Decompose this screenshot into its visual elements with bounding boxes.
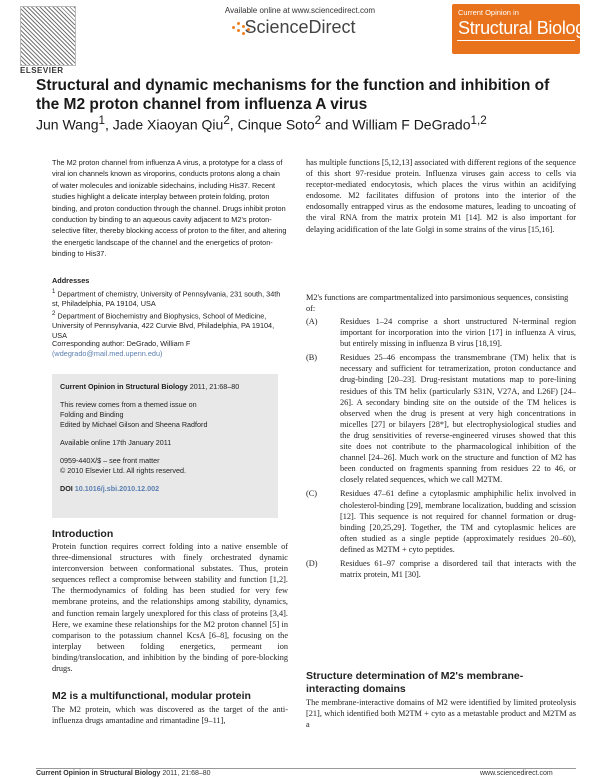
publisher-name: ELSEVIER	[20, 66, 64, 75]
address-text: Department of Biochemistry and Biophysics, School of Medicine, University of Pennsylvania, 422 Curvie Blvd, Philadelphia, PA 19104, USA	[52, 311, 275, 340]
info-review-line: This review comes from a themed issue on	[60, 400, 197, 409]
author-name: Jun Wang	[36, 116, 99, 133]
author-list	[36, 114, 576, 133]
info-journal-ref	[60, 382, 239, 392]
address-text: Department of chemistry, University of Pennsylvania, 231 south, 34th st, Philadelphia, PA 19104, USA	[52, 289, 281, 308]
footer-rule	[36, 768, 576, 769]
info-doi	[60, 484, 159, 494]
author-affiliation-sup: 2	[314, 114, 322, 127]
author-affiliation-sup: 1,2	[470, 114, 487, 127]
corresponding-author	[52, 339, 288, 358]
list-item-text: Residues 1–24 comprise a short unstructured N-terminal region important for incorporation into the virion [17] in influenza A virus, but entirely missing in influenza B virus [18,19].	[340, 317, 576, 349]
right-column-paragraph	[306, 157, 576, 235]
addresses-heading: Addresses	[52, 276, 90, 285]
section-heading-introduction: Introduction	[52, 528, 114, 540]
abstract	[52, 157, 288, 260]
footer-website-link[interactable]: www.sciencedirect.com	[480, 770, 553, 777]
introduction-text: Protein function requires correct folding into a native ensemble of three-dimensional structures with finely orchestrated dynamic interconversion between conformational substates. Thus, protein sequences reflect a compromise between stability and function [1,2]. The thermodynamics of folding has been studied for very few membrane proteins, and the relationships among stability, dynamics, and function remain largely unexplored for this class of proteins [3,4]. Here, we examine these relationships for the M2 proton channel [5] in comparison to the potassium channel KcsA [6–8], focusing on the interplay between folding energetics, permeant ion binding/translocation, and inhibition by the binding of pore-blocking drugs.	[52, 542, 288, 674]
paragraph-text: has multiple functions [5,12,13] associated with different regions of the sequence of this short 97-residue protein. Influenza viruses gain access to cells via receptor-mediated endocytosis, which places the virus within an acidifying endosome. M2 facilitates diffusion of protons into the interior of the endosomally entrapped virus as the endosome matures, leading to uncoating of the viral RNA from the matrix protein M1 [14]. M2 is also important for delaying acidification of the late Golgi in some strains of the virus [15,16].	[306, 158, 576, 234]
list-item-label: (B)	[306, 353, 318, 363]
author-affiliation-sup: 2	[223, 114, 230, 127]
list-item-text: Residues 47–61 define a cytoplasmic amphiphilic helix involved in cholesterol-binding [29], membrane localization, budding and scission [12]. This sequence is not required for channel formation or drug-binding [20,25,29]. Together, the TM and cytoplasmic helices are often studied as a single peptide (approximately residues 20–60), defined as M2TM + cyto peptides.	[340, 489, 576, 554]
section-heading-m2-multifunctional: M2 is a multifunctional, modular protein	[52, 690, 251, 702]
address-sup: 2	[52, 310, 56, 318]
journal-banner-divider	[457, 40, 575, 41]
article-title: Structural and dynamic mechanisms for the function and inhibition of the M2 proton channel from influenza A virus	[36, 77, 550, 113]
article-info-box	[52, 374, 278, 518]
available-online-text: Available online at www.sciencedirect.com	[224, 6, 376, 15]
footer-volume: 2011, 21:68–80	[160, 770, 211, 777]
list-item	[306, 558, 576, 580]
footer-citation	[36, 770, 211, 777]
addresses-block	[52, 276, 288, 341]
list-item	[306, 488, 576, 555]
address-line	[52, 309, 288, 340]
info-available-date: Available online 17th January 2011	[60, 438, 172, 447]
abstract-text: The M2 proton channel from influenza A virus, a prototype for a class of viral ion channels known as viroporins, conducts protons along a chain of water molecules and ionizable sidechains, including His37. Recent studies highlight a delicate interplay between protein folding, proton binding, and proton conduction through the channel. Drugs inhibit proton conduction by binding to an aqueous cavity adjacent to M2's proton-selective filter, thereby blocking access of proton to the filter, and altering the energetic landscape of the channel and the energetics of proton-binding to His37.	[52, 158, 287, 259]
author-name: William F DeGrado	[352, 116, 471, 133]
list-item	[306, 316, 576, 349]
list-item-text: Residues 25–46 encompass the transmembrane (TM) helix that is necessary and sufficient for tetramerization, proton conductance and drug-binding [20–23]. Drug-resistant mutations map to pore-lining residues of this TM helix (particularly S31N, V27A, and L26F) [24–26]. A secondary binding site on the outside of the TM helices is observed when the drug is present at very high concentrations in micelles [27] or bilayers [28*], but electrophysiological studies and the drug sensitivities of reverse-engineered viruses showed that this site does not contribute to the pharmacological inhibition of the channel [24–26]. Much work on the structure and function of M2 has been conducted on fragments spanning from residues 22 to 46, or closely related sequences, which we call M2TM.	[340, 353, 576, 485]
corresponding-author-label: Corresponding author: DeGrado, William F	[52, 339, 191, 348]
info-issn: 0959-440X/$ – see front matter	[60, 456, 160, 465]
list-item-label: (D)	[306, 558, 318, 568]
address-line	[52, 287, 288, 309]
journal-name-big: Structural Biology	[458, 18, 594, 38]
journal-name-small: Current Opinion in	[458, 8, 519, 17]
list-item-label: (C)	[306, 489, 318, 499]
author-separator: ,	[105, 116, 113, 133]
info-journal-vol: 2011, 21:68–80	[187, 382, 240, 391]
corresponding-email-link[interactable]: (wdegrado@mail.med.upenn.edu)	[52, 348, 163, 358]
section-heading-structure-determination: Structure determination of M2's membrane-interacting domains	[306, 670, 524, 695]
author-separator: ,	[229, 116, 238, 133]
address-sup: 1	[52, 287, 56, 295]
info-copyright: © 2010 Elsevier Ltd. All rights reserved.	[60, 466, 186, 475]
author-name: Cinque Soto	[237, 116, 315, 133]
footer-journal: Current Opinion in Structural Biology	[36, 770, 161, 777]
residue-list	[306, 316, 576, 580]
list-item-label: (A)	[306, 317, 318, 326]
info-editors: Edited by Michael Gilson and Sheena Radford	[60, 420, 208, 429]
structure-section-body	[306, 697, 576, 730]
list-item-text: Residues 61–97 comprise a disordered tail that interacts with the matrix protein, M1 [30].	[340, 558, 576, 580]
info-doi-link[interactable]: 10.1016/j.sbi.2010.12.002	[74, 484, 160, 493]
list-item	[306, 352, 576, 485]
structure-section-text: The membrane-interactive domains of M2 were identified by limited proteolysis [21], which identified both M2TM + cyto as a metastable product and M2TM as a	[306, 698, 576, 730]
info-topic: Folding and Binding	[60, 410, 124, 419]
sciencedirect-logo-text: ScienceDirect	[244, 17, 356, 37]
info-doi-label: DOI	[60, 484, 75, 493]
introduction-body	[52, 541, 288, 674]
m2-section-text: The M2 protein, which was discovered as the target of the anti-influenza drugs amantadine and rimantadine [9–11],	[52, 705, 288, 726]
author-name: Jade Xiaoyan Qiu	[112, 116, 224, 133]
info-journal-name: Current Opinion in Structural Biology	[60, 382, 188, 391]
m2-section-body	[52, 704, 288, 726]
author-and: and	[321, 116, 353, 133]
m2-functions-intro: M2's functions are compartmentalized into parsimonious sequences, consisting of:	[306, 293, 569, 314]
author-affiliation-sup: 1	[98, 114, 105, 127]
